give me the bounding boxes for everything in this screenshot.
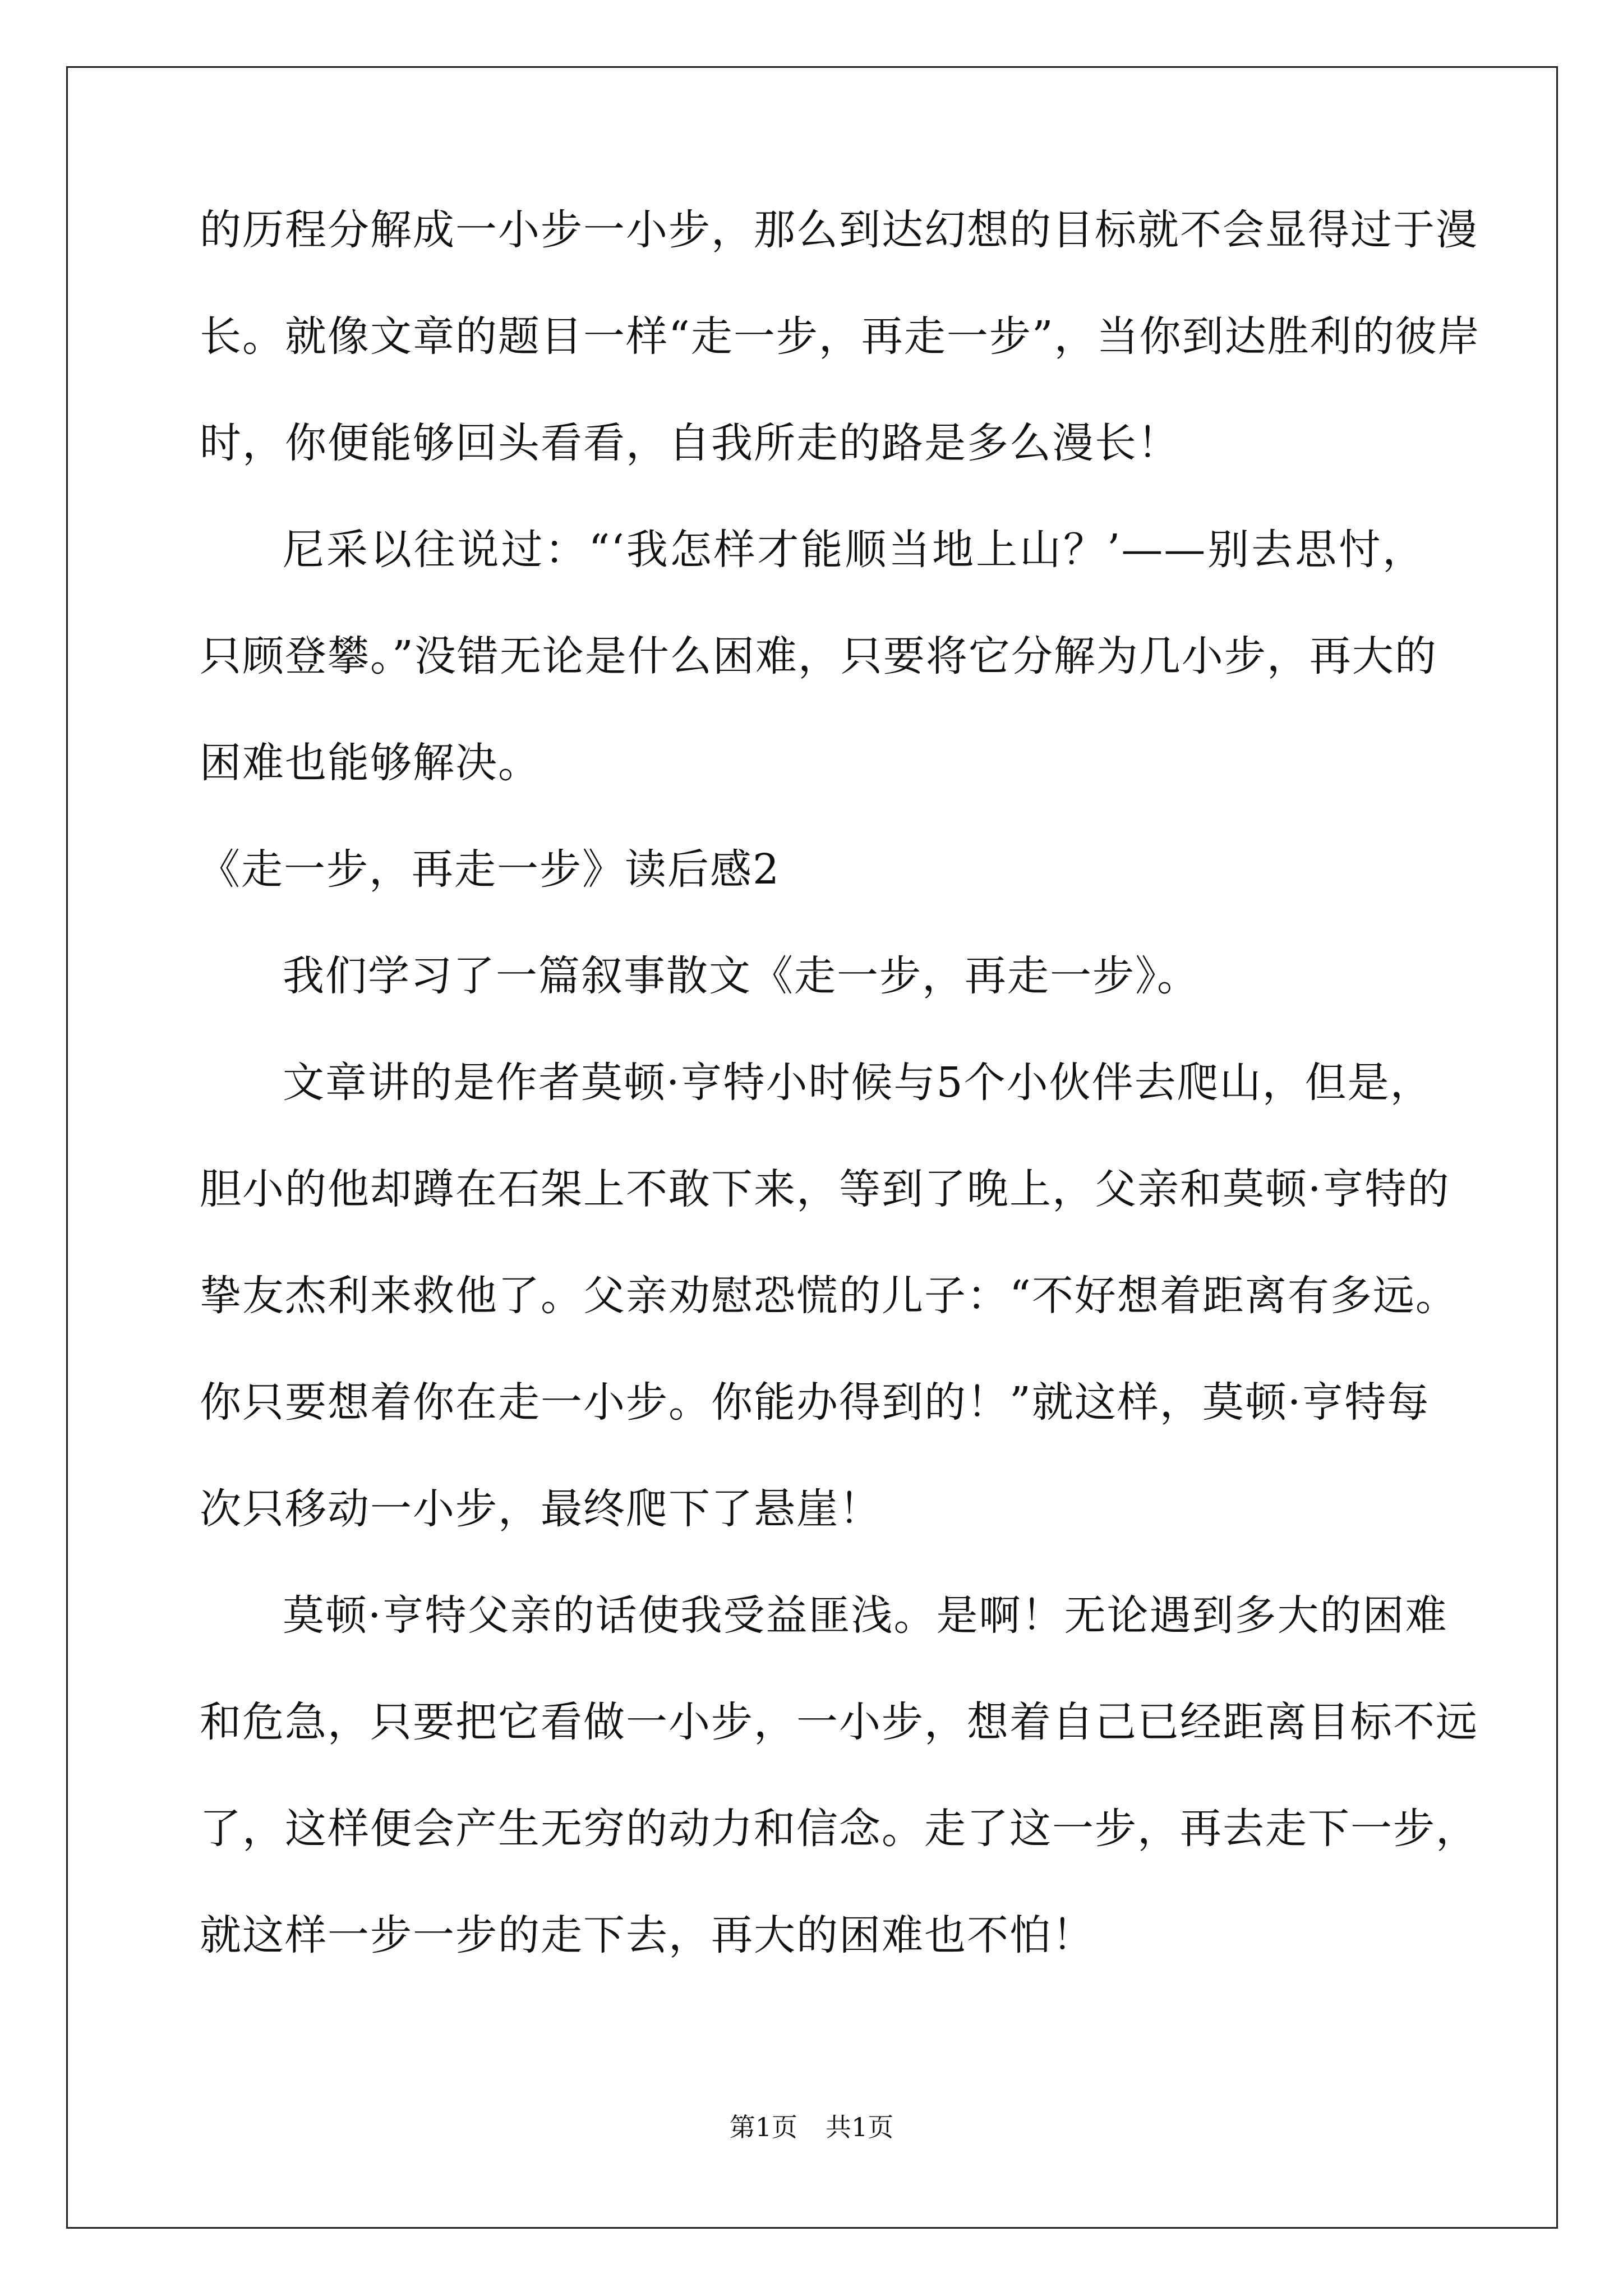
- text-line: 莫顿·亨特父亲的话使我受益匪浅。是啊！无论遇到多大的困难: [283, 1591, 1448, 1640]
- text-line: 尼采以往说过：“‘我怎样才能顺当地上山？’——别去思忖，: [283, 526, 1425, 574]
- text-line: 你只要想着你在走一小步。你能办得到的！”就这样，莫顿·亨特每: [200, 1378, 1430, 1427]
- page-footer: [0, 2110, 1623, 2144]
- page-number: 第1页: [729, 2112, 797, 2142]
- text-line: 困难也能够解决。: [200, 739, 541, 787]
- text-line: 只顾登攀。”没错无论是什么困难，只要将它分解为几小步，再大的: [200, 632, 1437, 680]
- text-line: 挚友杰利来救他了。父亲劝慰恐慌的儿子：“不好想着距离有多远。: [200, 1272, 1458, 1320]
- text-line: 的历程分解成一小步一小步，那么到达幻想的目标就不会显得过于漫: [200, 206, 1478, 254]
- text-line: 就这样一步一步的走下去，再大的困难也不怕！: [200, 1911, 1095, 1959]
- text-line: 了，这样便会产生无穷的动力和信念。走了这一步，再去走下一步，: [200, 1805, 1478, 1853]
- text-line: 胆小的他却蹲在石架上不敢下来，等到了晚上，父亲和莫顿·亨特的: [200, 1165, 1450, 1213]
- text-line: 次只移动一小步，最终爬下了悬崖！: [200, 1485, 882, 1533]
- text-line: 长。就像文章的题目一样“走一步，再走一步”，当你到达胜利的彼岸: [200, 312, 1481, 361]
- text-line: 时，你便能够回头看看，自我所走的路是多么漫长！: [200, 419, 1180, 467]
- text-line: 我们学习了一篇叙事散文《走一步，再走一步》。: [283, 952, 1200, 1000]
- section-heading: 《走一步，再走一步》读后感2: [199, 845, 781, 894]
- page-border: [66, 66, 1558, 2229]
- text-line: 文章讲的是作者莫顿·亨特小时候与5个小伙伴去爬山，但是，: [283, 1059, 1433, 1107]
- text-line: 和危急，只要把它看做一小步，一小步，想着自己已经距离目标不远: [200, 1698, 1478, 1746]
- page-total: 共1页: [826, 2112, 894, 2142]
